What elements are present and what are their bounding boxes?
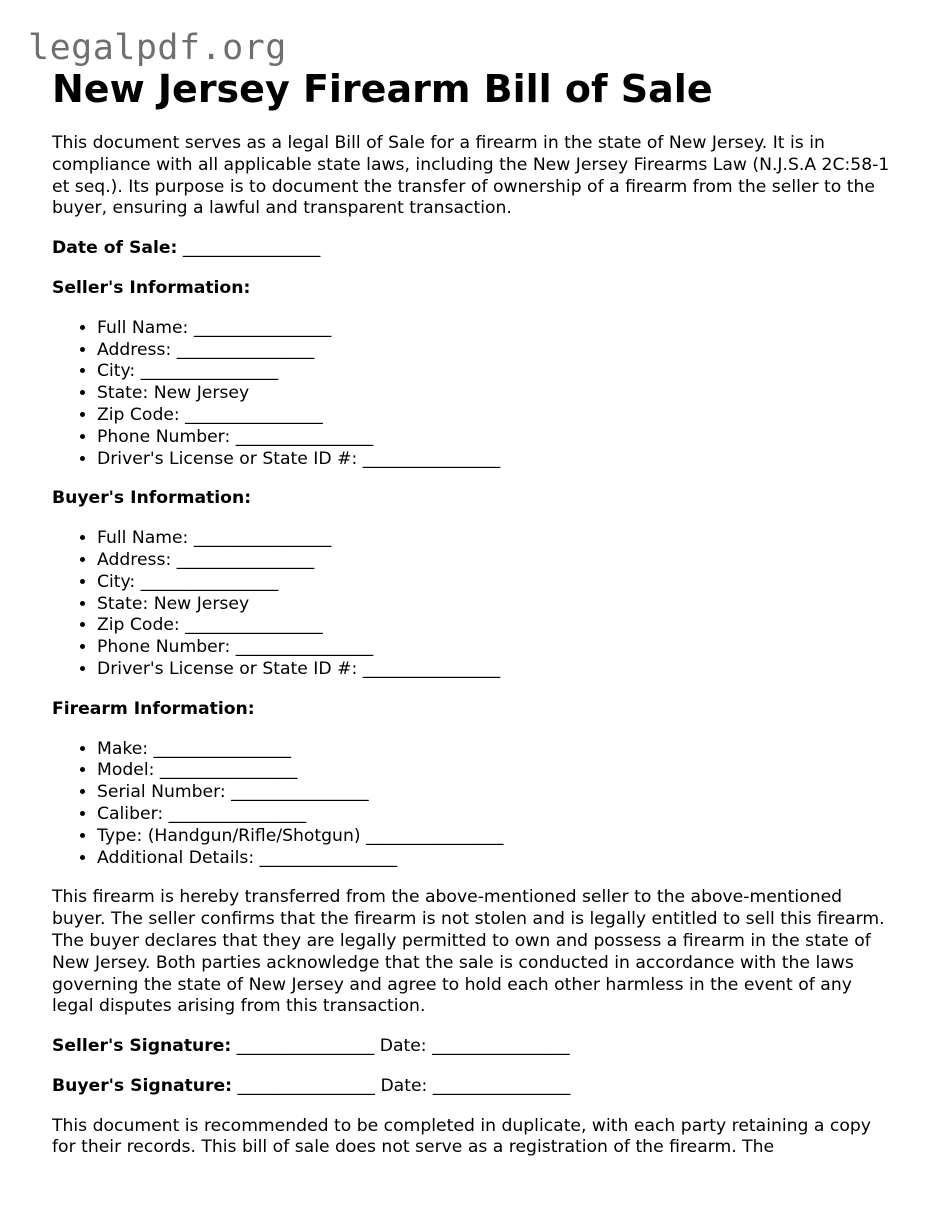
list-item: • State: New Jersey: [97, 383, 892, 405]
buyer-signature-label: Buyer's Signature:: [52, 1075, 233, 1096]
list-item: • State: New Jersey: [97, 594, 892, 616]
list-item: • Driver's License or State ID #: ________________: [97, 659, 892, 681]
list-item: • Phone Number: ________________: [97, 637, 892, 659]
seller-list: [52, 318, 892, 471]
buyer-signature-line: [52, 1076, 892, 1098]
seller-heading: Seller's Information:: [52, 277, 251, 298]
date-of-sale-blank: ________________: [182, 238, 321, 259]
seller-signature-blanks: ________________ Date: ________________: [236, 1036, 570, 1057]
list-item: • Caliber: ________________: [97, 804, 892, 826]
date-of-sale-label: Date of Sale:: [52, 238, 178, 259]
list-item: • Zip Code: ________________: [97, 615, 892, 637]
list-item: • City: ________________: [97, 361, 892, 383]
date-of-sale-line: [52, 238, 892, 260]
seller-signature-line: [52, 1036, 892, 1058]
intro-paragraph: This document serves as a legal Bill of Sale for a firearm in the state of New Jersey. It is in compliance with all applicable state laws, including the New Jersey Firearms Law (N.J.S.A 2C:58-1 et seq.). Its purpose is to document the transfer of ownership of a firearm from the seller to the buyer, ensuring a lawful and transparent transaction.: [52, 133, 890, 219]
transfer-paragraph: This firearm is hereby transferred from the above-mentioned seller to the above-mentioned buyer. The seller confirms that the firearm is not stolen and is legally entitled to sell this firearm. The buyer declares that they are legally permitted to own and possess a firearm in the state of New Jersey. Both parties acknowledge that the sale is conducted in accordance with the laws governing the state of New Jersey and agree to hold each other harmless in the event of any legal disputes arising from this transaction.: [52, 887, 885, 1017]
list-item: • Serial Number: ________________: [97, 782, 892, 804]
list-item: • Type: (Handgun/Rifle/Shotgun) ________________: [97, 826, 892, 848]
list-item: • City: ________________: [97, 572, 892, 594]
list-item: • Address: ________________: [97, 340, 892, 362]
closing-paragraph: This document is recommended to be completed in duplicate, with each party retaining a copy for their records. This bill of sale does not serve as a registration of the firearm. The: [52, 1115, 871, 1158]
list-item: • Model: ________________: [97, 760, 892, 782]
list-item: • Phone Number: ________________: [97, 427, 892, 449]
list-item: • Address: ________________: [97, 550, 892, 572]
buyer-list: [52, 528, 892, 681]
document-title: New Jersey Firearm Bill of Sale: [52, 67, 713, 111]
list-item: • Additional Details: ________________: [97, 848, 892, 870]
firearm-list: [52, 739, 892, 870]
buyer-heading: Buyer's Information:: [52, 488, 252, 509]
list-item: • Make: ________________: [97, 739, 892, 761]
list-item: • Full Name: ________________: [97, 528, 892, 550]
watermark: legalpdf.org: [28, 28, 287, 68]
firearm-heading: Firearm Information:: [52, 698, 255, 719]
list-item: • Zip Code: ________________: [97, 405, 892, 427]
document-page: [52, 66, 892, 1159]
buyer-signature-blanks: ________________ Date: ________________: [237, 1075, 571, 1096]
list-item: • Driver's License or State ID #: ________________: [97, 449, 892, 471]
list-item: • Full Name: ________________: [97, 318, 892, 340]
seller-signature-label: Seller's Signature:: [52, 1036, 232, 1057]
